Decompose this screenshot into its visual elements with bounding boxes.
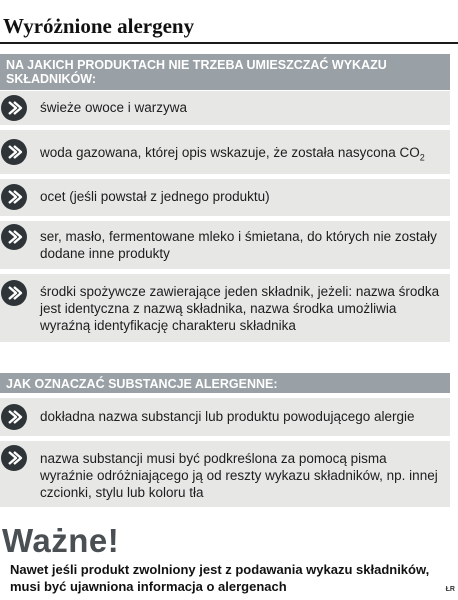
section-header-allergen-labeling: [0, 373, 450, 393]
list-item-text: ser, masło, fermentowane mleko i śmietana, do których nie zostały dodane inne produkty: [40, 229, 437, 261]
arrow-right-circle-icon: [1, 404, 27, 430]
important-note: Nawet jeśli produkt zwolniony jest z podawania wykazu składników, musi być ujawniona informacja o alergenach: [10, 562, 430, 594]
author-credit: ŁR: [445, 586, 455, 593]
list-item: [0, 130, 450, 174]
list-item-text-main: woda gazowana, której opis wskazuje, że została nasycona CO: [40, 145, 420, 160]
section-header-label: NA JAKICH PRODUKTACH NIE TRZEBA UMIESZCZAĆ WYKAZU SKŁADNIKÓW:: [6, 58, 387, 86]
section-header-label: JAK OZNACZAĆ SUBSTANCJE ALERGENNE:: [6, 377, 278, 391]
list-item: [0, 221, 450, 269]
list-item-text: ocet (jeśli powstał z jednego produktu): [40, 189, 270, 204]
important-heading: Ważne!: [2, 522, 120, 559]
title-divider: [0, 42, 458, 44]
list-item: [0, 398, 450, 436]
subscript: 2: [419, 152, 425, 163]
arrow-right-circle-icon: [1, 139, 27, 165]
list-item-text: [40, 144, 442, 167]
arrow-right-circle-icon: [1, 224, 27, 250]
section-header-no-ingredients: [0, 54, 450, 90]
page-title: Wyróżnione alergeny: [3, 14, 195, 38]
list-item: [0, 179, 450, 216]
list-item-text: nazwa substancji musi być podkreślona za pomocą pisma wyraźnie odróżniającego ją od reszty wykazu składników, np. innej czcionki, stylu lub koloru tła: [40, 451, 438, 500]
list-item-text: środki spożywcze zawierające jeden składnik, jeżeli: nazwa środka jest identyczna z nazwą składnika, nazwa środka umożliwia wyraźną identyfikację charakteru składnika: [40, 284, 440, 333]
arrow-right-circle-icon: [1, 95, 27, 121]
list-item-text: dokładna nazwa substancji lub produktu powodującego alergie: [40, 409, 415, 424]
arrow-right-circle-icon: [1, 184, 27, 210]
list-item-text: świeże owoce i warzywa: [40, 100, 188, 115]
arrow-right-circle-icon: [1, 280, 27, 306]
list-item: [0, 441, 450, 507]
list-item: [0, 91, 450, 125]
list-item: [0, 274, 450, 342]
arrow-right-circle-icon: [1, 445, 27, 471]
